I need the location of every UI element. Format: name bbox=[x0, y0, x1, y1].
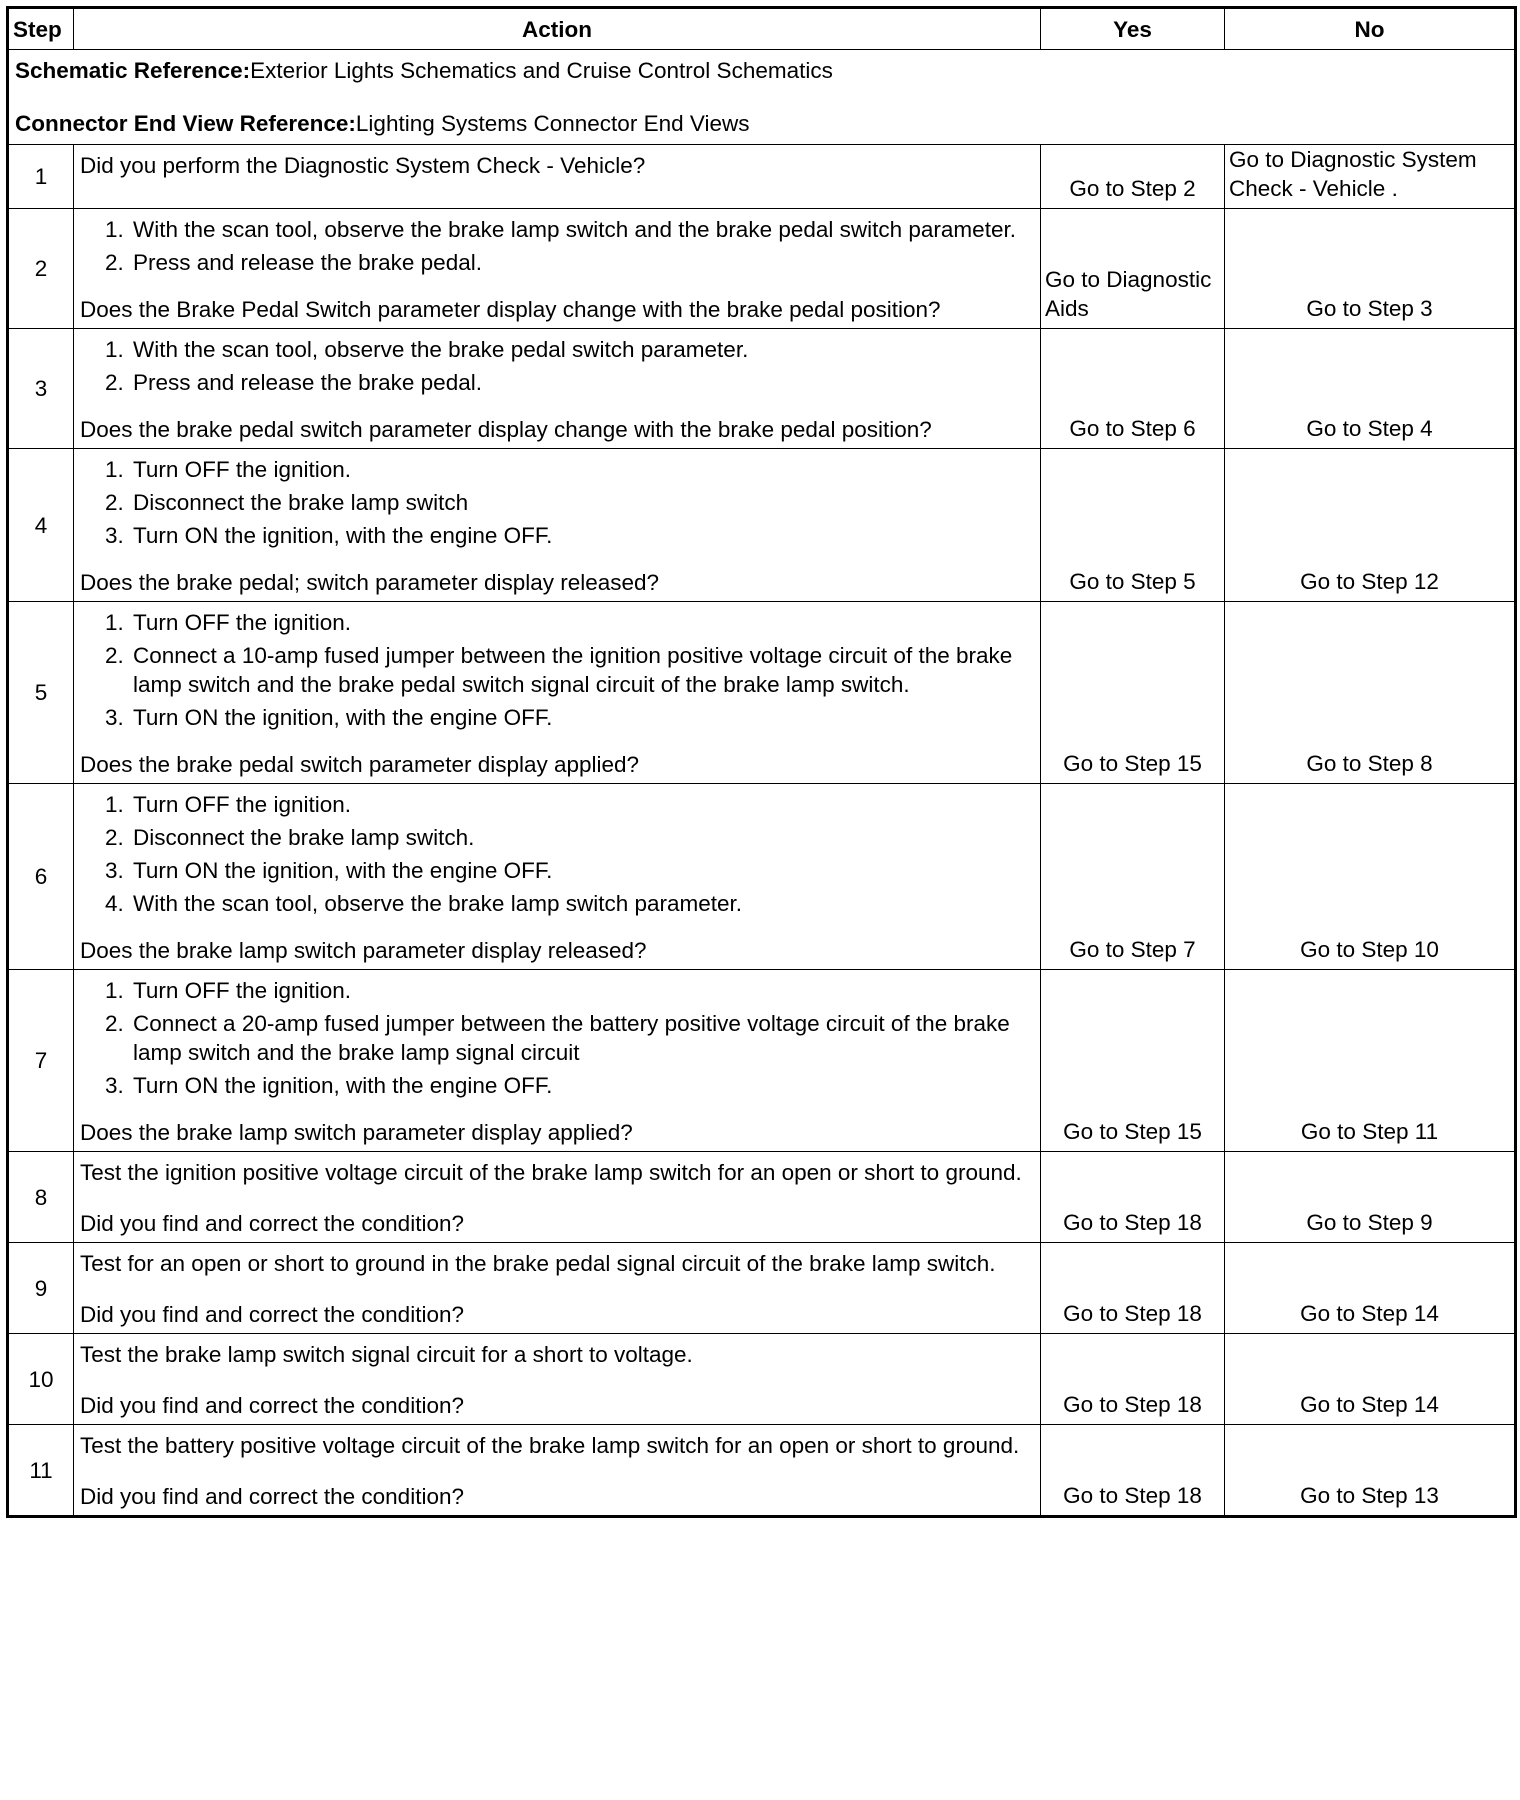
yes-cell: Go to Step 2 bbox=[1041, 145, 1225, 209]
action-question: Does the brake pedal switch parameter display change with the brake pedal position? bbox=[80, 417, 932, 442]
action-steps bbox=[80, 790, 1034, 918]
action-steps bbox=[80, 215, 1034, 277]
step-number: 9 bbox=[8, 1243, 74, 1334]
header-row bbox=[8, 8, 1516, 50]
action-cell bbox=[74, 1243, 1041, 1334]
action-intro: Test for an open or short to ground in the brake pedal signal circuit of the brake lamp switch. bbox=[80, 1251, 996, 1276]
table-row bbox=[8, 1243, 1516, 1334]
step-number: 10 bbox=[8, 1334, 74, 1425]
table-row bbox=[8, 602, 1516, 784]
action-step: 2. Disconnect the brake lamp switch. bbox=[130, 823, 1034, 852]
reference-cell bbox=[8, 50, 1516, 145]
action-step: 1. Turn OFF the ignition. bbox=[130, 976, 1034, 1005]
yes-header: Yes bbox=[1041, 8, 1225, 50]
action-step: 2. Press and release the brake pedal. bbox=[130, 368, 1034, 397]
table-row bbox=[8, 784, 1516, 970]
action-cell bbox=[74, 329, 1041, 449]
schematic-reference-label: Schematic Reference: bbox=[15, 58, 251, 83]
no-cell: Go to Diagnostic System Check - Vehicle . bbox=[1225, 145, 1516, 209]
action-step: 1. Turn OFF the ignition. bbox=[130, 608, 1034, 637]
table-row bbox=[8, 449, 1516, 602]
action-intro: Test the battery positive voltage circuit of the brake lamp switch for an open or short to ground. bbox=[80, 1433, 1020, 1458]
no-cell: Go to Step 10 bbox=[1225, 784, 1516, 970]
diagnostic-table bbox=[6, 6, 1517, 1518]
yes-cell: Go to Diagnostic Aids bbox=[1041, 209, 1225, 329]
no-cell: Go to Step 14 bbox=[1225, 1334, 1516, 1425]
no-cell: Go to Step 13 bbox=[1225, 1425, 1516, 1517]
action-question: Did you find and correct the condition? bbox=[80, 1302, 464, 1327]
action-step: 1. With the scan tool, observe the brake pedal switch parameter. bbox=[130, 335, 1034, 364]
action-step: 2. Press and release the brake pedal. bbox=[130, 248, 1034, 277]
action-question: Did you find and correct the condition? bbox=[80, 1484, 464, 1509]
action-header: Action bbox=[74, 8, 1041, 50]
action-cell bbox=[74, 449, 1041, 602]
schematic-reference bbox=[15, 56, 1508, 85]
reference-row bbox=[8, 50, 1516, 145]
action-step: 3. Turn ON the ignition, with the engine OFF. bbox=[130, 1071, 1034, 1100]
no-cell: Go to Step 4 bbox=[1225, 329, 1516, 449]
action-question: Does the brake pedal; switch parameter display released? bbox=[80, 570, 660, 595]
action-question: Did you find and correct the condition? bbox=[80, 1211, 464, 1236]
table-row bbox=[8, 209, 1516, 329]
action-step: 2. Connect a 20-amp fused jumper between the battery positive voltage circuit of the brake lamp switch and the brake lamp signal circuit bbox=[130, 1009, 1034, 1067]
yes-cell: Go to Step 18 bbox=[1041, 1243, 1225, 1334]
step-number: 1 bbox=[8, 145, 74, 209]
no-cell: Go to Step 9 bbox=[1225, 1152, 1516, 1243]
action-step: 1. Turn OFF the ignition. bbox=[130, 790, 1034, 819]
yes-cell: Go to Step 5 bbox=[1041, 449, 1225, 602]
action-step: 3. Turn ON the ignition, with the engine OFF. bbox=[130, 703, 1034, 732]
step-number: 6 bbox=[8, 784, 74, 970]
table-row bbox=[8, 1425, 1516, 1517]
action-question: Does the brake lamp switch parameter display released? bbox=[80, 938, 647, 963]
connector-reference-label: Connector End View Reference: bbox=[15, 111, 356, 136]
action-cell bbox=[74, 602, 1041, 784]
yes-cell: Go to Step 7 bbox=[1041, 784, 1225, 970]
action-intro: Did you perform the Diagnostic System Check - Vehicle? bbox=[80, 153, 646, 178]
table-row bbox=[8, 145, 1516, 209]
yes-cell: Go to Step 15 bbox=[1041, 970, 1225, 1152]
diagnostic-table-page bbox=[6, 6, 1514, 1518]
table-row bbox=[8, 1334, 1516, 1425]
action-cell bbox=[74, 970, 1041, 1152]
action-intro: Test the ignition positive voltage circuit of the brake lamp switch for an open or short to ground. bbox=[80, 1160, 1022, 1185]
yes-cell: Go to Step 18 bbox=[1041, 1334, 1225, 1425]
yes-cell: Go to Step 15 bbox=[1041, 602, 1225, 784]
no-cell: Go to Step 14 bbox=[1225, 1243, 1516, 1334]
table-row bbox=[8, 970, 1516, 1152]
step-number: 11 bbox=[8, 1425, 74, 1517]
reference-spacer bbox=[15, 85, 1508, 109]
action-intro: Test the brake lamp switch signal circuit for a short to voltage. bbox=[80, 1342, 693, 1367]
action-step: 3. Turn ON the ignition, with the engine OFF. bbox=[130, 856, 1034, 885]
action-question: Did you find and correct the condition? bbox=[80, 1393, 464, 1418]
action-cell bbox=[74, 145, 1041, 209]
no-cell: Go to Step 12 bbox=[1225, 449, 1516, 602]
table-row bbox=[8, 1152, 1516, 1243]
action-steps bbox=[80, 608, 1034, 732]
action-step: 3. Turn ON the ignition, with the engine OFF. bbox=[130, 521, 1034, 550]
action-question: Does the brake lamp switch parameter display applied? bbox=[80, 1120, 633, 1145]
yes-cell: Go to Step 18 bbox=[1041, 1152, 1225, 1243]
step-number: 5 bbox=[8, 602, 74, 784]
action-cell bbox=[74, 1425, 1041, 1517]
step-number: 4 bbox=[8, 449, 74, 602]
action-cell bbox=[74, 784, 1041, 970]
action-step: 4. With the scan tool, observe the brake lamp switch parameter. bbox=[130, 889, 1034, 918]
action-step: 1. With the scan tool, observe the brake lamp switch and the brake pedal switch parameter. bbox=[130, 215, 1034, 244]
action-step: 2. Disconnect the brake lamp switch bbox=[130, 488, 1034, 517]
action-cell bbox=[74, 1334, 1041, 1425]
action-question: Does the brake pedal switch parameter display applied? bbox=[80, 752, 640, 777]
step-number: 2 bbox=[8, 209, 74, 329]
action-step: 1. Turn OFF the ignition. bbox=[130, 455, 1034, 484]
yes-cell: Go to Step 6 bbox=[1041, 329, 1225, 449]
step-number: 3 bbox=[8, 329, 74, 449]
yes-cell: Go to Step 18 bbox=[1041, 1425, 1225, 1517]
no-cell: Go to Step 11 bbox=[1225, 970, 1516, 1152]
table-row bbox=[8, 329, 1516, 449]
action-cell bbox=[74, 1152, 1041, 1243]
action-step: 2. Connect a 10-amp fused jumper between the ignition positive voltage circuit of the brake lamp switch and the brake pedal switch signal circuit of the brake lamp switch. bbox=[130, 641, 1034, 699]
connector-reference bbox=[15, 109, 1508, 138]
connector-reference-value: Lighting Systems Connector End Views bbox=[355, 111, 750, 136]
step-number: 7 bbox=[8, 970, 74, 1152]
action-steps bbox=[80, 335, 1034, 397]
step-number: 8 bbox=[8, 1152, 74, 1243]
action-cell bbox=[74, 209, 1041, 329]
no-cell: Go to Step 3 bbox=[1225, 209, 1516, 329]
schematic-reference-value: Exterior Lights Schematics and Cruise Control Schematics bbox=[250, 58, 833, 83]
no-cell: Go to Step 8 bbox=[1225, 602, 1516, 784]
step-header: Step bbox=[8, 8, 74, 50]
action-steps bbox=[80, 455, 1034, 550]
no-header: No bbox=[1225, 8, 1516, 50]
action-steps bbox=[80, 976, 1034, 1100]
action-question: Does the Brake Pedal Switch parameter display change with the brake pedal position? bbox=[80, 297, 941, 322]
